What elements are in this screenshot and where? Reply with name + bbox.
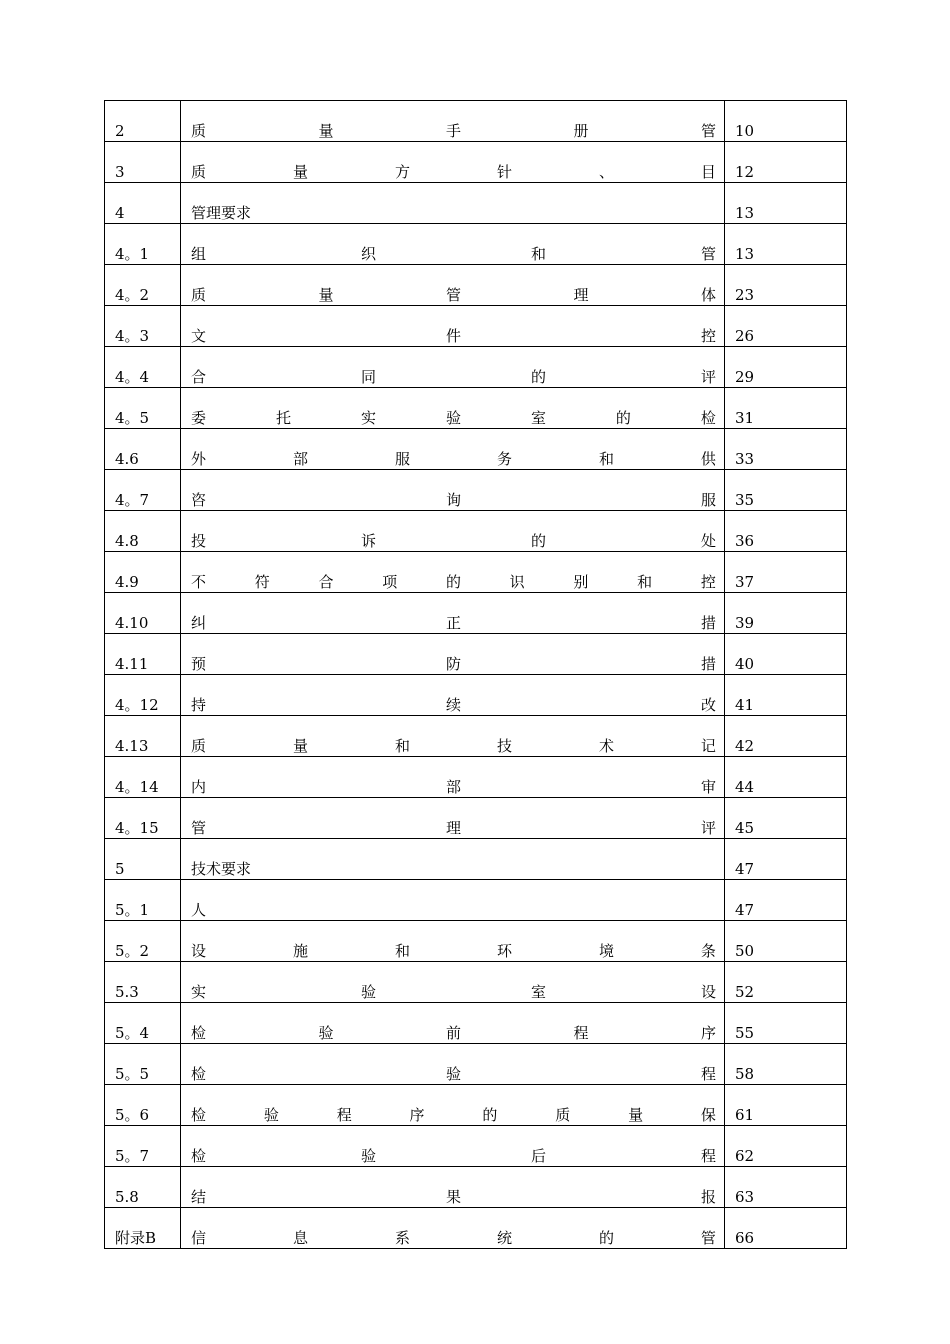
toc-section-number: 5。2 xyxy=(105,921,181,962)
toc-title-char: 合 xyxy=(191,368,207,386)
toc-title-char: 检 xyxy=(191,1147,207,1165)
toc-title-char: 符 xyxy=(254,573,270,591)
toc-section-number: 5.3 xyxy=(105,962,181,1003)
toc-title-char: 和 xyxy=(394,942,410,960)
toc-title-char: 询 xyxy=(445,491,461,509)
toc-page-number: 35 xyxy=(725,470,847,511)
toc-title-char: 控 xyxy=(700,327,716,345)
toc-title-char: 量 xyxy=(628,1106,644,1124)
toc-page-number: 23 xyxy=(725,265,847,306)
toc-section-title xyxy=(181,511,725,552)
toc-section-number: 4 xyxy=(105,183,181,224)
toc-title-char: 量 xyxy=(292,737,308,755)
toc-row xyxy=(105,429,847,470)
toc-title-char: 服 xyxy=(394,450,410,468)
toc-title-char: 质 xyxy=(191,737,207,755)
toc-title-char: 正 xyxy=(445,614,461,632)
toc-page-number: 13 xyxy=(725,183,847,224)
toc-row xyxy=(105,880,847,921)
table-of-contents xyxy=(104,100,847,1249)
toc-title-text: 人 xyxy=(191,901,207,919)
toc-section-title xyxy=(181,839,725,880)
toc-title-char: 施 xyxy=(292,942,308,960)
toc-title-char: 条 xyxy=(700,942,716,960)
toc-title-char: 控 xyxy=(700,573,716,591)
toc-section-number: 3 xyxy=(105,142,181,183)
toc-section-number: 4。5 xyxy=(105,388,181,429)
toc-title-char: 的 xyxy=(482,1106,498,1124)
toc-title-text xyxy=(191,1187,716,1207)
toc-row xyxy=(105,921,847,962)
toc-section-title xyxy=(181,716,725,757)
toc-title-text xyxy=(191,367,716,387)
toc-title-char: 质 xyxy=(191,163,207,181)
toc-section-number: 5。1 xyxy=(105,880,181,921)
toc-title-char: 诉 xyxy=(360,532,376,550)
toc-section-number: 4.10 xyxy=(105,593,181,634)
toc-title-char: 验 xyxy=(445,409,461,427)
toc-title-text xyxy=(191,941,716,961)
toc-section-number: 5。6 xyxy=(105,1085,181,1126)
toc-title-char: 册 xyxy=(573,122,589,140)
toc-title-char: 检 xyxy=(191,1024,207,1042)
toc-title-char: 管 xyxy=(700,122,716,140)
toc-title-char: 设 xyxy=(700,983,716,1001)
toc-row xyxy=(105,798,847,839)
toc-section-number: 5。4 xyxy=(105,1003,181,1044)
toc-title-char: 合 xyxy=(318,573,334,591)
toc-title-char: 检 xyxy=(700,409,716,427)
toc-title-char: 托 xyxy=(275,409,291,427)
toc-title-char: 和 xyxy=(598,450,614,468)
toc-title-char: 设 xyxy=(191,942,207,960)
toc-title-char: 序 xyxy=(409,1106,425,1124)
toc-section-number: 4.6 xyxy=(105,429,181,470)
toc-title-char: 的 xyxy=(598,1229,614,1247)
toc-title-char: 系 xyxy=(394,1229,410,1247)
toc-section-title xyxy=(181,265,725,306)
toc-row xyxy=(105,1167,847,1208)
toc-page-number: 52 xyxy=(725,962,847,1003)
toc-title-text xyxy=(191,162,716,182)
toc-row xyxy=(105,593,847,634)
toc-title-char: 织 xyxy=(360,245,376,263)
toc-title-char: 实 xyxy=(191,983,207,1001)
toc-title-char: 预 xyxy=(191,655,207,673)
toc-title-char: 室 xyxy=(530,983,546,1001)
toc-section-number: 4。4 xyxy=(105,347,181,388)
toc-title-text xyxy=(191,982,716,1002)
toc-row xyxy=(105,183,847,224)
toc-title-char: 持 xyxy=(191,696,207,714)
toc-section-number: 4.8 xyxy=(105,511,181,552)
toc-title-char: 手 xyxy=(445,122,461,140)
toc-title-char: 报 xyxy=(700,1188,716,1206)
toc-page-number: 44 xyxy=(725,757,847,798)
toc-title-char: 文 xyxy=(191,327,207,345)
toc-page-number: 40 xyxy=(725,634,847,675)
toc-page-number: 13 xyxy=(725,224,847,265)
toc-page-number: 45 xyxy=(725,798,847,839)
toc-title-char: 的 xyxy=(615,409,631,427)
toc-page-number: 41 xyxy=(725,675,847,716)
toc-title-char: 部 xyxy=(292,450,308,468)
toc-title-char: 的 xyxy=(445,573,461,591)
toc-section-title xyxy=(181,183,725,224)
toc-row xyxy=(105,470,847,511)
toc-title-char: 务 xyxy=(496,450,512,468)
toc-title-char: 理 xyxy=(445,819,461,837)
toc-title-char: 保 xyxy=(700,1106,716,1124)
toc-row xyxy=(105,552,847,593)
toc-title-text xyxy=(191,449,716,469)
toc-title-char: 量 xyxy=(318,286,334,304)
toc-section-title xyxy=(181,880,725,921)
toc-title-char: 管 xyxy=(700,1229,716,1247)
toc-section-title xyxy=(181,224,725,265)
toc-row xyxy=(105,306,847,347)
toc-title-char: 程 xyxy=(700,1065,716,1083)
toc-title-char: 供 xyxy=(700,450,716,468)
toc-page-number: 62 xyxy=(725,1126,847,1167)
toc-title-char: 和 xyxy=(530,245,546,263)
toc-title-char: 境 xyxy=(598,942,614,960)
toc-row xyxy=(105,1085,847,1126)
toc-row xyxy=(105,265,847,306)
toc-page-number: 55 xyxy=(725,1003,847,1044)
toc-title-char: 评 xyxy=(700,819,716,837)
toc-title-char: 纠 xyxy=(191,614,207,632)
toc-page-number: 66 xyxy=(725,1208,847,1249)
toc-title-char: 委 xyxy=(191,409,207,427)
toc-title-text xyxy=(191,777,716,797)
toc-title-char: 、 xyxy=(598,163,614,181)
toc-title-text xyxy=(191,818,716,838)
toc-section-number: 5。5 xyxy=(105,1044,181,1085)
toc-page-number: 33 xyxy=(725,429,847,470)
toc-title-char: 的 xyxy=(530,532,546,550)
toc-section-number: 4.13 xyxy=(105,716,181,757)
toc-title-char: 别 xyxy=(573,573,589,591)
toc-row xyxy=(105,511,847,552)
toc-title-text xyxy=(191,490,716,510)
toc-section-title xyxy=(181,921,725,962)
toc-title-char: 室 xyxy=(530,409,546,427)
toc-section-title xyxy=(181,388,725,429)
toc-title-char: 验 xyxy=(360,1147,376,1165)
toc-title-char: 和 xyxy=(394,737,410,755)
toc-title-char: 前 xyxy=(445,1024,461,1042)
toc-title-char: 识 xyxy=(509,573,525,591)
toc-title-char: 程 xyxy=(336,1106,352,1124)
toc-section-number: 4。14 xyxy=(105,757,181,798)
toc-section-number: 4。15 xyxy=(105,798,181,839)
toc-row xyxy=(105,962,847,1003)
toc-page-number: 47 xyxy=(725,880,847,921)
toc-title-char: 环 xyxy=(496,942,512,960)
toc-section-title xyxy=(181,1126,725,1167)
toc-title-char: 措 xyxy=(700,655,716,673)
toc-title-char: 外 xyxy=(191,450,207,468)
toc-title-text xyxy=(191,244,716,264)
toc-section-number: 4。1 xyxy=(105,224,181,265)
toc-title-text xyxy=(191,531,716,551)
toc-section-number: 4。3 xyxy=(105,306,181,347)
toc-title-char: 验 xyxy=(318,1024,334,1042)
toc-title-char: 程 xyxy=(700,1147,716,1165)
toc-section-number: 5.8 xyxy=(105,1167,181,1208)
toc-title-text xyxy=(191,326,716,346)
toc-title-text xyxy=(191,1146,716,1166)
toc-title-text: 技术要求 xyxy=(191,860,252,878)
toc-section-title xyxy=(181,634,725,675)
toc-title-char: 服 xyxy=(700,491,716,509)
toc-row xyxy=(105,1044,847,1085)
toc-title-char: 措 xyxy=(700,614,716,632)
toc-page-number: 58 xyxy=(725,1044,847,1085)
toc-section-title xyxy=(181,347,725,388)
toc-title-char: 件 xyxy=(445,327,461,345)
toc-title-char: 咨 xyxy=(191,491,207,509)
toc-section-title xyxy=(181,1208,725,1249)
toc-section-title xyxy=(181,593,725,634)
toc-title-char: 验 xyxy=(263,1106,279,1124)
toc-section-title xyxy=(181,1085,725,1126)
toc-section-title xyxy=(181,675,725,716)
toc-title-text xyxy=(191,1064,716,1084)
toc-page-number: 12 xyxy=(725,142,847,183)
toc-section-title xyxy=(181,757,725,798)
toc-row xyxy=(105,634,847,675)
toc-title-char: 序 xyxy=(700,1024,716,1042)
toc-title-char: 的 xyxy=(530,368,546,386)
toc-section-number: 4。12 xyxy=(105,675,181,716)
toc-section-title xyxy=(181,470,725,511)
toc-title-text xyxy=(191,695,716,715)
toc-section-title xyxy=(181,962,725,1003)
toc-title-text xyxy=(191,572,716,592)
toc-page-number: 37 xyxy=(725,552,847,593)
toc-row xyxy=(105,1126,847,1167)
toc-section-number: 4.11 xyxy=(105,634,181,675)
toc-row xyxy=(105,675,847,716)
toc-title-char: 量 xyxy=(318,122,334,140)
toc-title-char: 处 xyxy=(700,532,716,550)
toc-title-char: 同 xyxy=(360,368,376,386)
toc-title-char: 后 xyxy=(530,1147,546,1165)
toc-row xyxy=(105,716,847,757)
toc-page-number: 31 xyxy=(725,388,847,429)
toc-title-char: 审 xyxy=(700,778,716,796)
toc-section-number: 附录B xyxy=(105,1208,181,1249)
toc-section-number: 4。2 xyxy=(105,265,181,306)
toc-page-number: 50 xyxy=(725,921,847,962)
toc-title-char: 检 xyxy=(191,1106,207,1124)
toc-section-title xyxy=(181,1003,725,1044)
toc-title-char: 项 xyxy=(382,573,398,591)
toc-title-char: 体 xyxy=(700,286,716,304)
toc-row xyxy=(105,224,847,265)
toc-row xyxy=(105,1003,847,1044)
toc-title-text xyxy=(191,121,716,141)
toc-row xyxy=(105,757,847,798)
toc-title-char: 验 xyxy=(360,983,376,1001)
toc-page-number: 47 xyxy=(725,839,847,880)
toc-title-text xyxy=(191,1228,716,1248)
toc-row xyxy=(105,101,847,142)
toc-title-text xyxy=(191,285,716,305)
toc-page-number: 39 xyxy=(725,593,847,634)
toc-section-number: 5 xyxy=(105,839,181,880)
toc-title-char: 验 xyxy=(445,1065,461,1083)
toc-section-title xyxy=(181,798,725,839)
toc-section-title xyxy=(181,101,725,142)
toc-title-char: 管 xyxy=(445,286,461,304)
toc-title-char: 质 xyxy=(191,122,207,140)
toc-title-char: 防 xyxy=(445,655,461,673)
toc-section-number: 4.9 xyxy=(105,552,181,593)
toc-title-char: 实 xyxy=(360,409,376,427)
toc-section-number: 2 xyxy=(105,101,181,142)
toc-title-char: 部 xyxy=(445,778,461,796)
toc-section-title xyxy=(181,306,725,347)
toc-row xyxy=(105,1208,847,1249)
toc-section-number: 4。7 xyxy=(105,470,181,511)
toc-title-char: 程 xyxy=(573,1024,589,1042)
toc-title-char: 理 xyxy=(573,286,589,304)
toc-title-text xyxy=(191,1105,716,1125)
toc-title-char: 记 xyxy=(700,737,716,755)
toc-page-number: 61 xyxy=(725,1085,847,1126)
toc-title-char: 结 xyxy=(191,1188,207,1206)
toc-section-title xyxy=(181,142,725,183)
toc-title-char: 不 xyxy=(191,573,207,591)
toc-section-title xyxy=(181,1167,725,1208)
toc-title-char: 内 xyxy=(191,778,207,796)
toc-page-number: 29 xyxy=(725,347,847,388)
toc-title-text xyxy=(191,736,716,756)
toc-title-char: 量 xyxy=(292,163,308,181)
toc-title-char: 检 xyxy=(191,1065,207,1083)
toc-title-char: 改 xyxy=(700,696,716,714)
toc-title-char: 果 xyxy=(445,1188,461,1206)
toc-section-title xyxy=(181,552,725,593)
toc-title-char: 针 xyxy=(496,163,512,181)
toc-title-text xyxy=(191,654,716,674)
toc-page-number: 42 xyxy=(725,716,847,757)
toc-title-char: 和 xyxy=(637,573,653,591)
toc-title-char: 信 xyxy=(191,1229,207,1247)
toc-title-char: 评 xyxy=(700,368,716,386)
toc-title-text xyxy=(191,408,716,428)
toc-title-char: 管 xyxy=(191,819,207,837)
toc-section-title xyxy=(181,429,725,470)
toc-title-char: 质 xyxy=(555,1106,571,1124)
toc-title-text xyxy=(191,613,716,633)
toc-page-number: 10 xyxy=(725,101,847,142)
toc-title-text: 管理要求 xyxy=(191,204,252,222)
toc-title-char: 续 xyxy=(445,696,461,714)
toc-page-number: 63 xyxy=(725,1167,847,1208)
toc-row xyxy=(105,142,847,183)
toc-title-char: 质 xyxy=(191,286,207,304)
toc-title-char: 组 xyxy=(191,245,207,263)
toc-title-text xyxy=(191,1023,716,1043)
toc-page-number: 36 xyxy=(725,511,847,552)
toc-row xyxy=(105,347,847,388)
toc-title-char: 方 xyxy=(394,163,410,181)
toc-section-number: 5。7 xyxy=(105,1126,181,1167)
toc-title-char: 术 xyxy=(598,737,614,755)
toc-body xyxy=(105,101,847,1249)
toc-section-title xyxy=(181,1044,725,1085)
toc-title-char: 统 xyxy=(496,1229,512,1247)
toc-row xyxy=(105,839,847,880)
toc-title-char: 息 xyxy=(292,1229,308,1247)
toc-title-char: 技 xyxy=(496,737,512,755)
toc-title-char: 目 xyxy=(700,163,716,181)
toc-title-char: 投 xyxy=(191,532,207,550)
toc-page-number: 26 xyxy=(725,306,847,347)
toc-title-char: 管 xyxy=(700,245,716,263)
toc-row xyxy=(105,388,847,429)
